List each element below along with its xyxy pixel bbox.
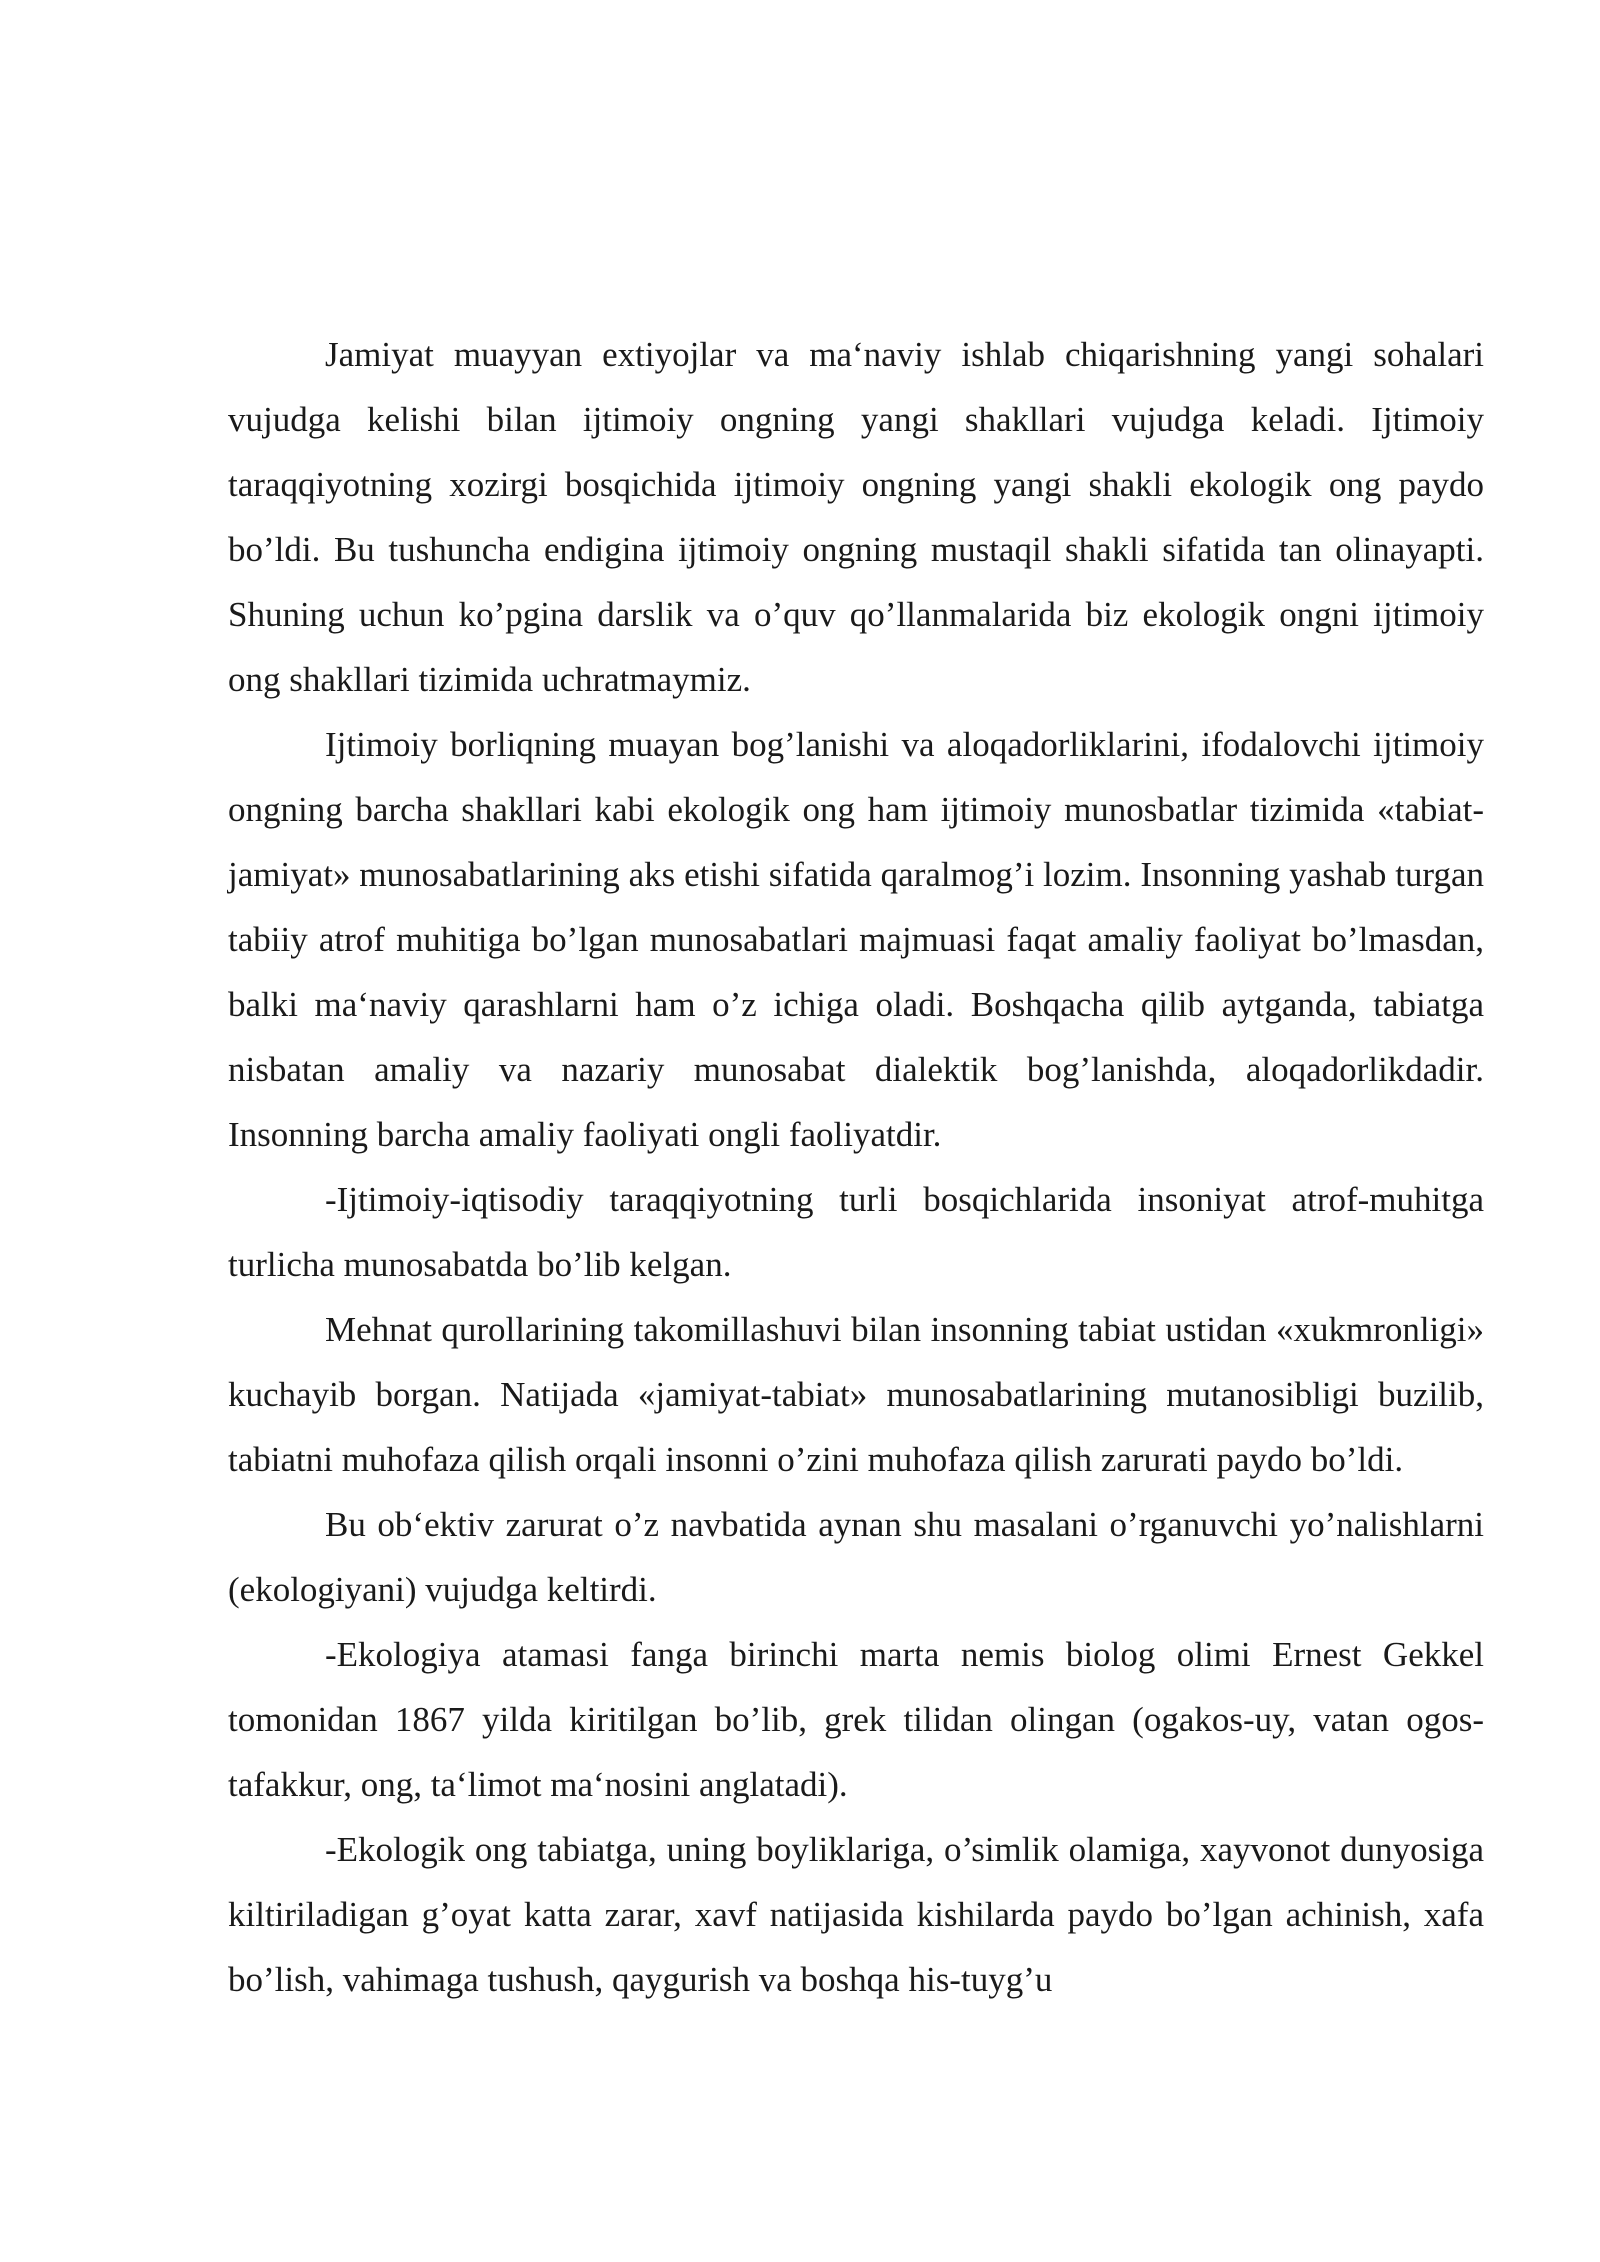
paragraph-5: Bu ob‘ektiv zarurat o’z navbatida aynan shu masalani o’rganuvchi yo’nalishlarni (ekologiyani) vujudga keltirdi. <box>228 1505 1484 1609</box>
paragraph-2: Ijtimoiy borliqning muayan bog’lanishi va aloqadorliklarini, ifodalovchi ijtimoiy ongning barcha shakllari kabi ekologik ong ham ijtimoiy munosbatlar tizimida «tabiat-jamiyat» munosabatlarining aks etishi sifatida qaralmog’i lozim. Insonning yashab turgan tabiiy atrof muhitiga bo’lgan munosabatlari majmuasi faqat amaliy faoliyat bo’lmasdan, balki ma‘naviy qarashlarni ham o’z ichiga oladi. Boshqacha qilib aytganda, tabiatga nisbatan amaliy va nazariy munosabat dialektik bog’lanishda, aloqadorlikdadir. Insonning barcha amaliy faoliyati ongli faoliyatdir. <box>228 725 1484 1154</box>
paragraph-3: -Ijtimoiy-iqtisodiy taraqqiyotning turli bosqichlarida insoniyat atrof-muhitga turlicha munosabatda bo’lib kelgan. <box>228 1180 1484 1284</box>
paragraph-6: -Ekologiya atamasi fanga birinchi marta nemis biolog olimi Ernest Gekkel tomonidan 1867 yilda kiritilgan bo’lib, grek tilidan olingan (ogakos-uy, vatan ogos-tafakkur, ong, ta‘limot ma‘nosini anglatadi). <box>228 1635 1484 1804</box>
paragraph-7: -Ekologik ong tabiatga, uning boyliklariga, o’simlik olamiga, xayvonot dunyosiga kiltiriladigan g’oyat katta zarar, xavf natijasida kishilarda paydo bo’lgan achinish, xafa bo’lish, vahimaga tushush, qaygurish va boshqa his-tuyg’u <box>228 1830 1484 1999</box>
body-text <box>228 322 1484 2012</box>
paragraph-1: Jamiyat muayyan extiyojlar va ma‘naviy ishlab chiqarishning yangi sohalari vujudga kelishi bilan ijtimoiy ongning yangi shakllari vujudga keladi. Ijtimoiy taraqqiyotning xozirgi bosqichida ijtimoiy ongning yangi shakli ekologik ong paydo bo’ldi. Bu tushuncha endigina ijtimoiy ongning mustaqil shakli sifatida tan olinayapti. Shuning uchun ko’pgina darslik va o’quv qo’llanmalarida biz ekologik ongni ijtimoiy ong shakllari tizimida uchratmaymiz. <box>228 335 1484 699</box>
paragraph-4: Mehnat qurollarining takomillashuvi bilan insonning tabiat ustidan «xukmronligi» kuchayib borgan. Natijada «jamiyat-tabiat» munosabatlarining mutanosibligi buzilib, tabiatni muhofaza qilish orqali insonni o’zini muhofaza qilish zarurati paydo bo’ldi. <box>228 1310 1484 1479</box>
